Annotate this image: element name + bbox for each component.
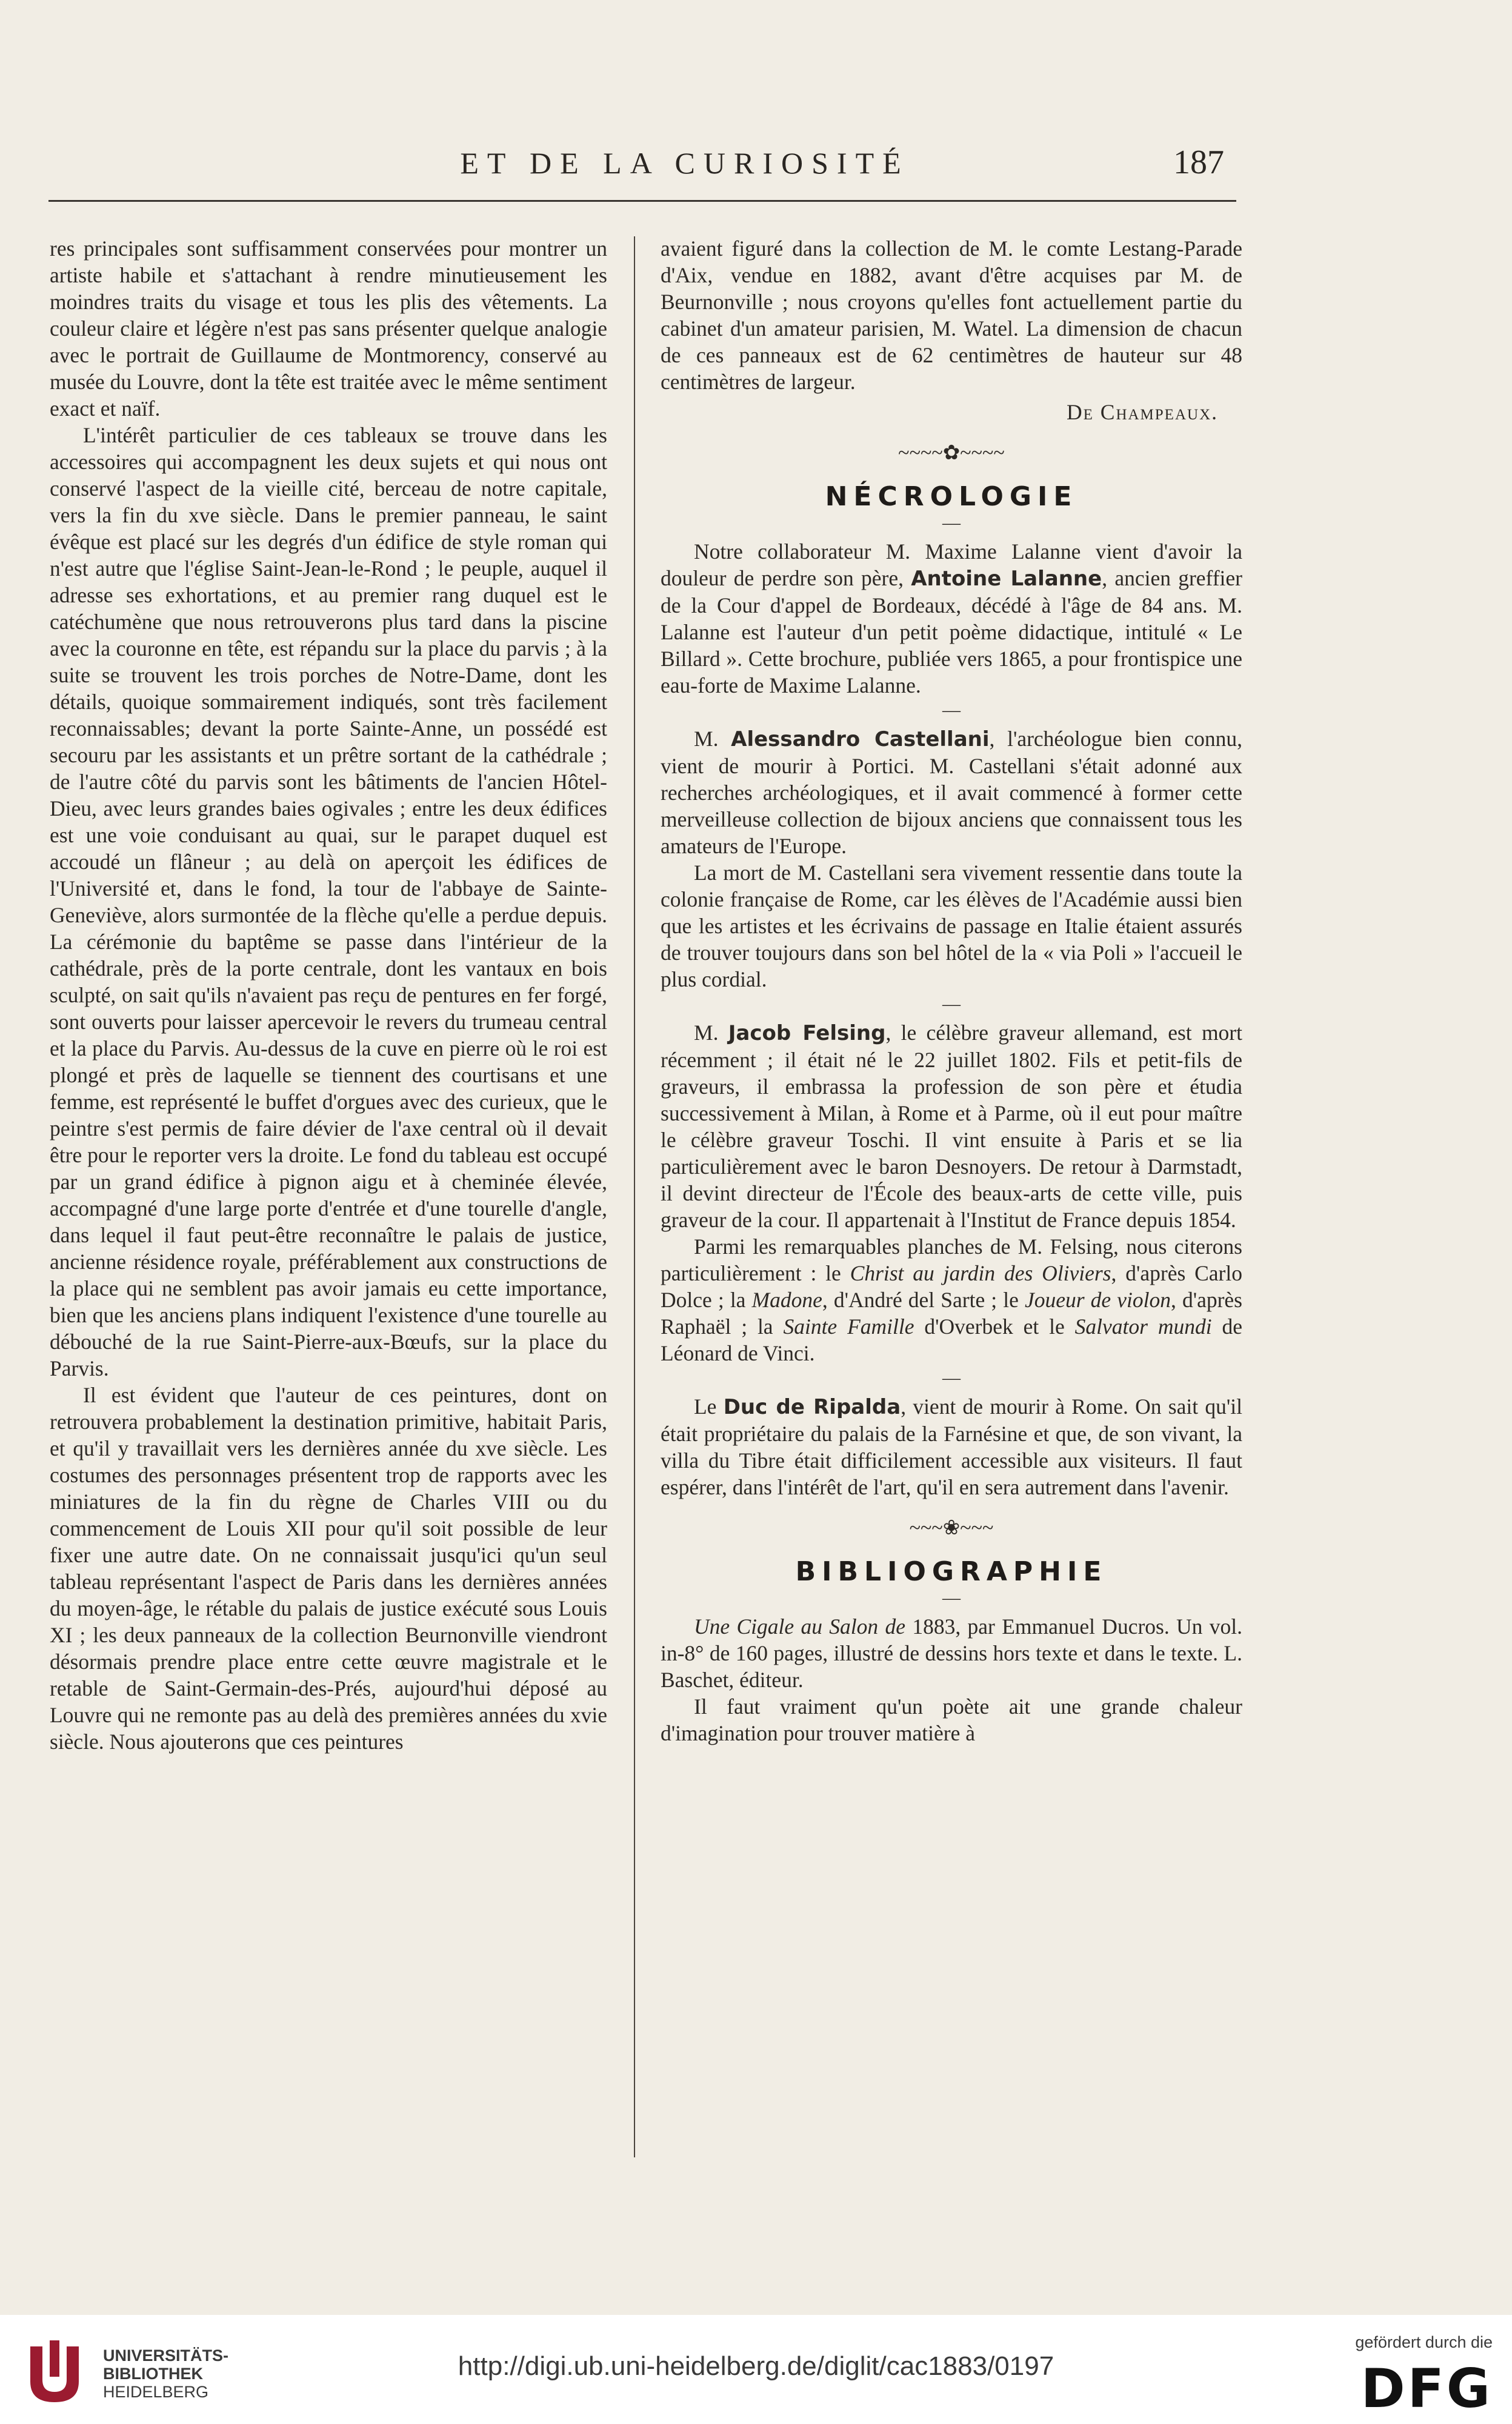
funding-note: gefördert durch die: [1355, 2333, 1493, 2351]
ornament-divider: ~~~~✿~~~~: [898, 442, 1005, 464]
paragraph: L'intérêt particulier de ces tableaux se trouve dans les accessoires qui accompagnent les deux sujets et qui nous ont conservé l'aspect de la vieille cité, berceau de notre capitale, vers la fin du xve siècle. Dans le premier panneau, le saint évêque est placé sur les degrés d'un édifice de style roman qui n'est autre que l'église Saint-Jean-le-Rond ; le peuple, auquel il adresse ses exhortations, et au premier rang duquel est le catéchumène que nous retrouverons plus tard dans la piscine avec la couronne en tête, est répandu sur la place du parvis ; à la suite se trouvent les trois porches de Notre-Dame, dont les détails, quoique sommairement indiqués, sont très facilement reconnaissables; devant la porte Sainte-Anne, un possédé est secouru par les assistants et un prêtre sortant de la cathédrale ; de l'autre côté du parvis sont les bâtiments de l'ancien Hôtel-Dieu, avec leurs grandes baies ogivales ; entre les deux édifices est une voie conduisant au quai, sur le parapet duquel est accoudé un flâneur ; au delà on aperçoit les édifices de l'Université et, dans le fond, la tour de l'abbaye de Sainte-Geneviève, alors surmontée de la flèche qu'elle a perdue depuis. La cérémonie du baptême se passe dans l'intérieur de la cathédrale, près de la porte centrale, dont les vantaux en bois sculpté, on sait qu'ils n'avaient pas reçu de pentures en fer forgé, sont ouverts pour laisser apercevoir le revers du trumeau central et la place du Parvis. Au-dessus de la cuve en pierre où le roi est plongé et près de laquelle se tiennent des courtisans et une femme, est représenté le buffet d'orgues avec des curieux, que le peintre s'est permis de faire dévier de l'axe central où il devait être pour le reporter vers la droite. Le fond du tableau est occupé par un grand édifice à pignon aigu et à cheminée élevée, accompagné d'une large porte d'entrée et d'une tourelle d'angle, dans lequel il faut peut-être reconnaître le palais de justice, ancienne résidence royale, préférablement aux constructions de la place qui ne semblent pas avoir jamais eu cette importance, bien que les anciens plans indiquent l'existence d'une tourelle au débouché de la rue Saint-Pierre-aux-Bœufs, sur la place du Parvis.: [50, 423, 607, 1380]
page-header: [48, 139, 1236, 206]
person-name: Jacob Felsing: [728, 1021, 886, 1045]
dash-separator: —: [942, 994, 961, 1014]
left-column: [50, 235, 607, 1755]
person-name: Duc de Ripalda: [723, 1395, 901, 1419]
footer-bar: [0, 2315, 1512, 2424]
header-rule: [48, 200, 1236, 202]
paragraph: Il est évident que l'auteur de ces peintures, dont on retrouvera probablement la destination primitive, habitait Paris, et qu'il y travaillait vers les dernières année du xve siècle. Les costumes des personnages présentent trop de rapports avec les miniatures de la fin du règne de Charles VIII ou du commencement de Louis XII pour qu'il soit possible de leur fixer une autre date. On ne connaissait jusqu'ici qu'un seul tableau représentant l'aspect de Paris dans les dernières années du moyen-âge, le rétable du palais de justice exécuté sous Louis XI ; les deux panneaux de la collection Beurnonville viendront désormais prendre place entre cette œuvre magistrale et le retable de Saint-Germain-des-Prés, aujourd'hui déposé au Louvre qui ne remonte pas au delà des premières années du xvie siècle. Nous ajouterons que ces peintures: [50, 1383, 607, 1754]
paragraph: avaient figuré dans la collection de M. le comte Lestang-Parade d'Aix, vendue en 1882, avant d'être acquises par M. de Beurnonville ; nous croyons qu'elles font actuellement partie du cabinet d'un amateur parisien, M. Watel. La dimension de chacun de ces panneaux est de 62 centimètres de hauteur sur 48 centimètres de largeur.: [661, 236, 1242, 394]
paragraph: res principales sont suffisamment conservées pour montrer un artiste habile et s'attachant à rendre minutieusement les moindres traits du visage et tous les plis des vêtements. La couleur claire et légère n'est pas sans présenter quelque analogie avec le portrait de Guillaume de Montmorency, conservé au musée du Louvre, dont la tête est traitée avec le même sentiment exact et naïf.: [50, 236, 607, 421]
ornament-divider: ~~~❀~~~: [909, 1517, 994, 1539]
paragraph: Parmi les remarquables planches de M. Felsing, nous citerons particulièrement : le Christ au jardin des Oliviers, d'après Carlo Dolce ; la Madone, d'André del Sarte ; le Joueur de violon, d'après Raphaël ; la Sainte Famille d'Overbek et le Salvator mundi de Léonard de Vinci.: [661, 1234, 1242, 1365]
obituary-lalanne: Notre collaborateur M. Maxime Lalanne vient d'avoir la douleur de perdre son père, Antoine Lalanne, ancien greffier de la Cour d'appel de Bordeaux, décédé à l'âge de 84 ans. M. Lalanne est l'auteur d'un petit poème didactique, intitulé « Le Billard ». Cette brochure, publiée vers 1865, a pour frontispice une eau-forte de Maxime Lalanne.: [661, 539, 1243, 698]
running-title: ET DE LA CURIOSITÉ: [460, 146, 910, 180]
obituary-felsing: M. Jacob Felsing, le célèbre graveur allemand, est mort récemment ; il était né le 22 juillet 1802. Fils et petit-fils de graveurs, il embrassa la profession de son père et étudia successivement à Milan, à Rome et à Parme, où il eut pour maître le célèbre graveur Toschi. Il vint ensuite à Paris et se lia particulièrement avec le baron Desnoyers. De retour à Darmstadt, il devint directeur de l'École des beaux-arts de cette ville, puis graveur de la cour. Il appartenait à l'Institut de France depuis 1854.: [661, 1021, 1242, 1232]
section-title-bibliographie: BIBLIOGRAPHIE: [795, 1556, 1108, 1587]
column-divider: [634, 236, 635, 2157]
person-name: Alessandro Castellani: [731, 727, 990, 751]
obituary-ripalda: Le Duc de Ripalda, vient de mourir à Rome. On sait qu'il était propriétaire du palais de la Farnésine et que, de son vivant, la villa du Tibre était difficilement accessible aux visiteurs. Il faut espérer, dans l'intérêt de l'art, qu'il en sera autrement dans l'avenir.: [661, 1394, 1242, 1499]
person-name: Antoine Lalanne: [911, 567, 1102, 591]
author-signature: De Champeaux.: [1066, 400, 1218, 424]
page-number: 187: [1173, 144, 1224, 181]
paragraph: Il faut vraiment qu'un poète ait une grande chaleur d'imagination pour trouver matière à: [661, 1694, 1242, 1745]
section-title-necrologie: NÉCROLOGIE: [825, 481, 1078, 512]
paragraph: La mort de M. Castellani sera vivement ressentie dans toute la colonie française de Rome, car les élèves de l'Académie aussi bien que les artistes et les écrivains de passage en Italie étaient assurés de trouver toujours dans son bel hôtel de la « via Poli » l'accueil le plus cordial.: [661, 861, 1242, 991]
dash-separator: —: [942, 700, 961, 720]
dash-separator: —: [942, 1368, 961, 1388]
obituary-castellani: M. Alessandro Castellani, l'archéologue bien connu, vient de mourir à Portici. M. Castellani s'était adonné aux recherches archéologiques, et il avait commencé à former cette merveilleuse collection de bijoux anciens que connaissent tous les amateurs de l'Europe.: [661, 727, 1242, 858]
permalink-url[interactable]: http://digi.ub.uni-heidelberg.de/diglit/cac1883/0197: [458, 2351, 1054, 2381]
bibliography-entry: Une Cigale au Salon de 1883, par Emmanuel Ducros. Un vol. in-8° de 160 pages, illustré de dessins hors texte et dans le texte. L. Baschet, éditeur.: [661, 1614, 1242, 1692]
dash-separator: —: [942, 1588, 961, 1608]
dfg-logo[interactable]: DFG: [1360, 2357, 1493, 2420]
library-name[interactable]: UNIVERSITÄTS- BIBLIOTHEK HEIDELBERG: [103, 2346, 229, 2401]
dash-separator: —: [942, 513, 961, 533]
right-column: [661, 235, 1242, 1746]
